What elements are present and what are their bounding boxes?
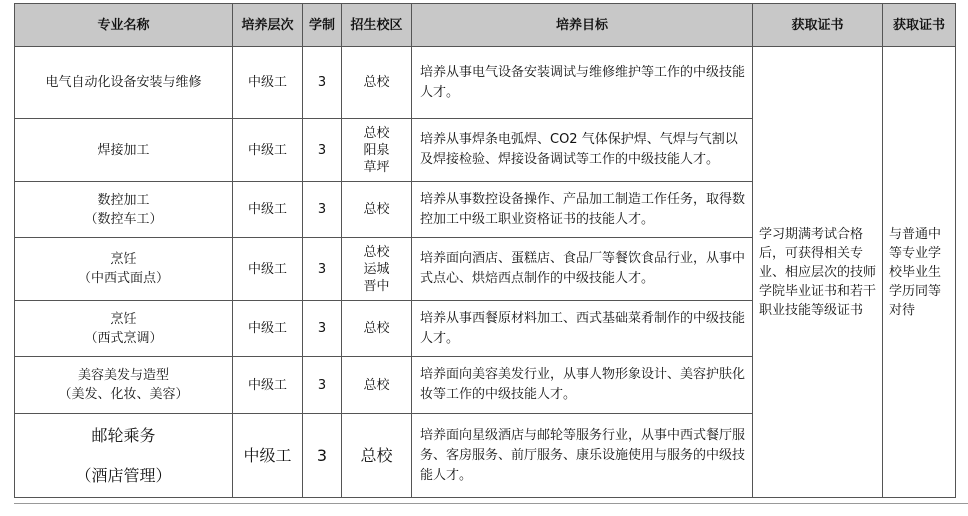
level-cell: 中级工 [233, 238, 303, 301]
campus-cell: 总校 [342, 414, 412, 498]
goal-cell: 培养面向酒店、蛋糕店、食品厂等餐饮食品行业，从事中式点心、烘焙西点制作的中级技能人才。 [412, 238, 753, 301]
goal-cell: 培养从事西餐原材料加工、西式基础菜肴制作的中级技能人才。 [412, 301, 753, 357]
level-cell: 中级工 [233, 414, 303, 498]
major-cell: 烹饪 （西式烹调） [15, 301, 233, 357]
years-cell: 3 [303, 238, 342, 301]
header-goal: 培养目标 [412, 4, 753, 47]
level-cell: 中级工 [233, 47, 303, 119]
goal-cell: 培养从事数控设备操作、产品加工制造工作任务，取得数控加工中级工职业资格证书的技能人才。 [412, 182, 753, 238]
goal-cell: 培养面向美容美发行业，从事人物形象设计、美容护肤化妆等工作的中级技能人才。 [412, 357, 753, 414]
goal-cell: 培养从事电气设备安装调试与维修维护等工作的中级技能人才。 [412, 47, 753, 119]
years-cell: 3 [303, 357, 342, 414]
campus-cell: 总校 [342, 357, 412, 414]
major-cell: 数控加工 （数控车工） [15, 182, 233, 238]
campus-cell: 总校 [342, 47, 412, 119]
header-years: 学制 [303, 4, 342, 47]
page-divider [14, 503, 968, 504]
campus-cell: 总校 [342, 182, 412, 238]
header-cert2: 获取证书 [883, 4, 956, 47]
level-cell: 中级工 [233, 119, 303, 182]
campus-cell: 总校阳泉草坪 [342, 119, 412, 182]
goal-cell: 培养面向星级酒店与邮轮等服务行业，从事中西式餐厅服务、客房服务、前厅服务、康乐设施使用与服务的中级技能人才。 [412, 414, 753, 498]
level-cell: 中级工 [233, 357, 303, 414]
header-row [15, 4, 956, 47]
years-cell: 3 [303, 414, 342, 498]
level-cell: 中级工 [233, 301, 303, 357]
major-cell: 邮轮乘务 （酒店管理） [15, 414, 233, 498]
level-cell: 中级工 [233, 182, 303, 238]
major-cell: 焊接加工 [15, 119, 233, 182]
header-campus: 招生校区 [342, 4, 412, 47]
years-cell: 3 [303, 301, 342, 357]
goal-cell: 培养从事焊条电弧焊、CO2 气体保护焊、气焊与气割以及焊接检验、焊接设备调试等工作的中级技能人才。 [412, 119, 753, 182]
header-level: 培养层次 [233, 4, 303, 47]
cert-cell: 学习期满考试合格后，可获得相关专业、相应层次的技师学院毕业证书和若干职业技能等级证书 [753, 47, 883, 498]
header-cert: 获取证书 [753, 4, 883, 47]
major-cell: 烹饪 （中西式面点） [15, 238, 233, 301]
majors-table [14, 3, 956, 498]
major-cell: 美容美发与造型 （美发、化妆、美容） [15, 357, 233, 414]
campus-cell: 总校 [342, 301, 412, 357]
years-cell: 3 [303, 119, 342, 182]
table-row [15, 47, 956, 119]
cert2-cell: 与普通中等专业学校毕业生学历同等对待 [883, 47, 956, 498]
major-cell: 电气自动化设备安装与维修 [15, 47, 233, 119]
years-cell: 3 [303, 47, 342, 119]
campus-cell: 总校运城晋中 [342, 238, 412, 301]
header-major: 专业名称 [15, 4, 233, 47]
years-cell: 3 [303, 182, 342, 238]
